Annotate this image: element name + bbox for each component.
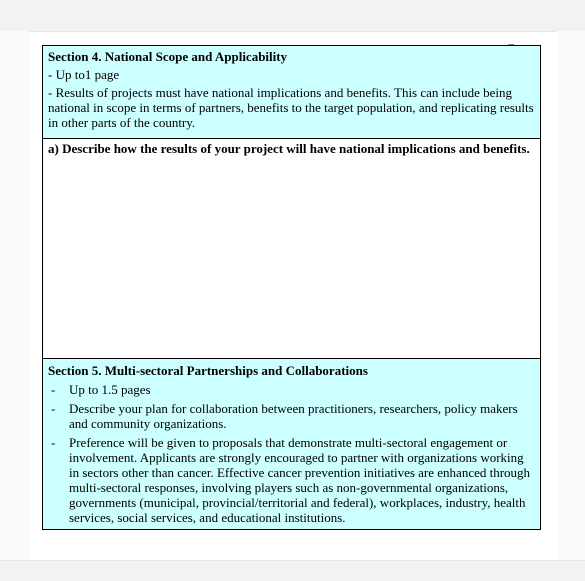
page-right-margin xyxy=(557,31,585,560)
section-4-page-limit: - Up to1 page xyxy=(48,67,120,82)
bullet-dash: - xyxy=(51,401,56,416)
section-4-cell xyxy=(43,46,540,139)
bullet-text: Preference will be given to proposals that demonstrate multi-sectoral engagement or involvement. Applicants are strongly encouraged to partner with organizations working in sectors other than cancer. Effective cancer prevention initiatives are enhanced through multi-sectoral responses, involving players such as non-governmental organizations, governments (municipal, provincial/territorial and federal), workplaces, industry, health services, social services, and educational institutions. xyxy=(69,435,531,525)
bullet-text: Describe your plan for collaboration between practitioners, researchers, policy makers and community organizations. xyxy=(69,401,518,431)
section-5-title: Section 5. Multi-sectoral Partnerships and Collaborations xyxy=(48,363,368,378)
list-item xyxy=(48,382,534,397)
answer-prompt: a) Describe how the results of your project will have national implications and benefits. xyxy=(48,141,530,156)
list-item xyxy=(48,435,534,525)
answer-cell[interactable] xyxy=(43,139,540,359)
page-left-margin xyxy=(0,31,30,560)
application-form-table xyxy=(42,45,541,530)
page-top-margin xyxy=(0,0,585,32)
page-bottom-margin xyxy=(0,560,585,581)
section-5-bullet-list xyxy=(48,382,534,525)
bullet-dash: - xyxy=(51,435,56,450)
bullet-dash: - xyxy=(51,382,56,397)
bullet-text: Up to 1.5 pages xyxy=(69,382,151,397)
list-item xyxy=(48,401,534,431)
section-5-cell xyxy=(43,359,540,529)
section-4-title: Section 4. National Scope and Applicability xyxy=(48,49,288,64)
section-4-description: - Results of projects must have national implications and benefits. This can include being national in scope in terms of partners, benefits to the target population, and replicating results in other parts of the country. xyxy=(48,85,534,130)
